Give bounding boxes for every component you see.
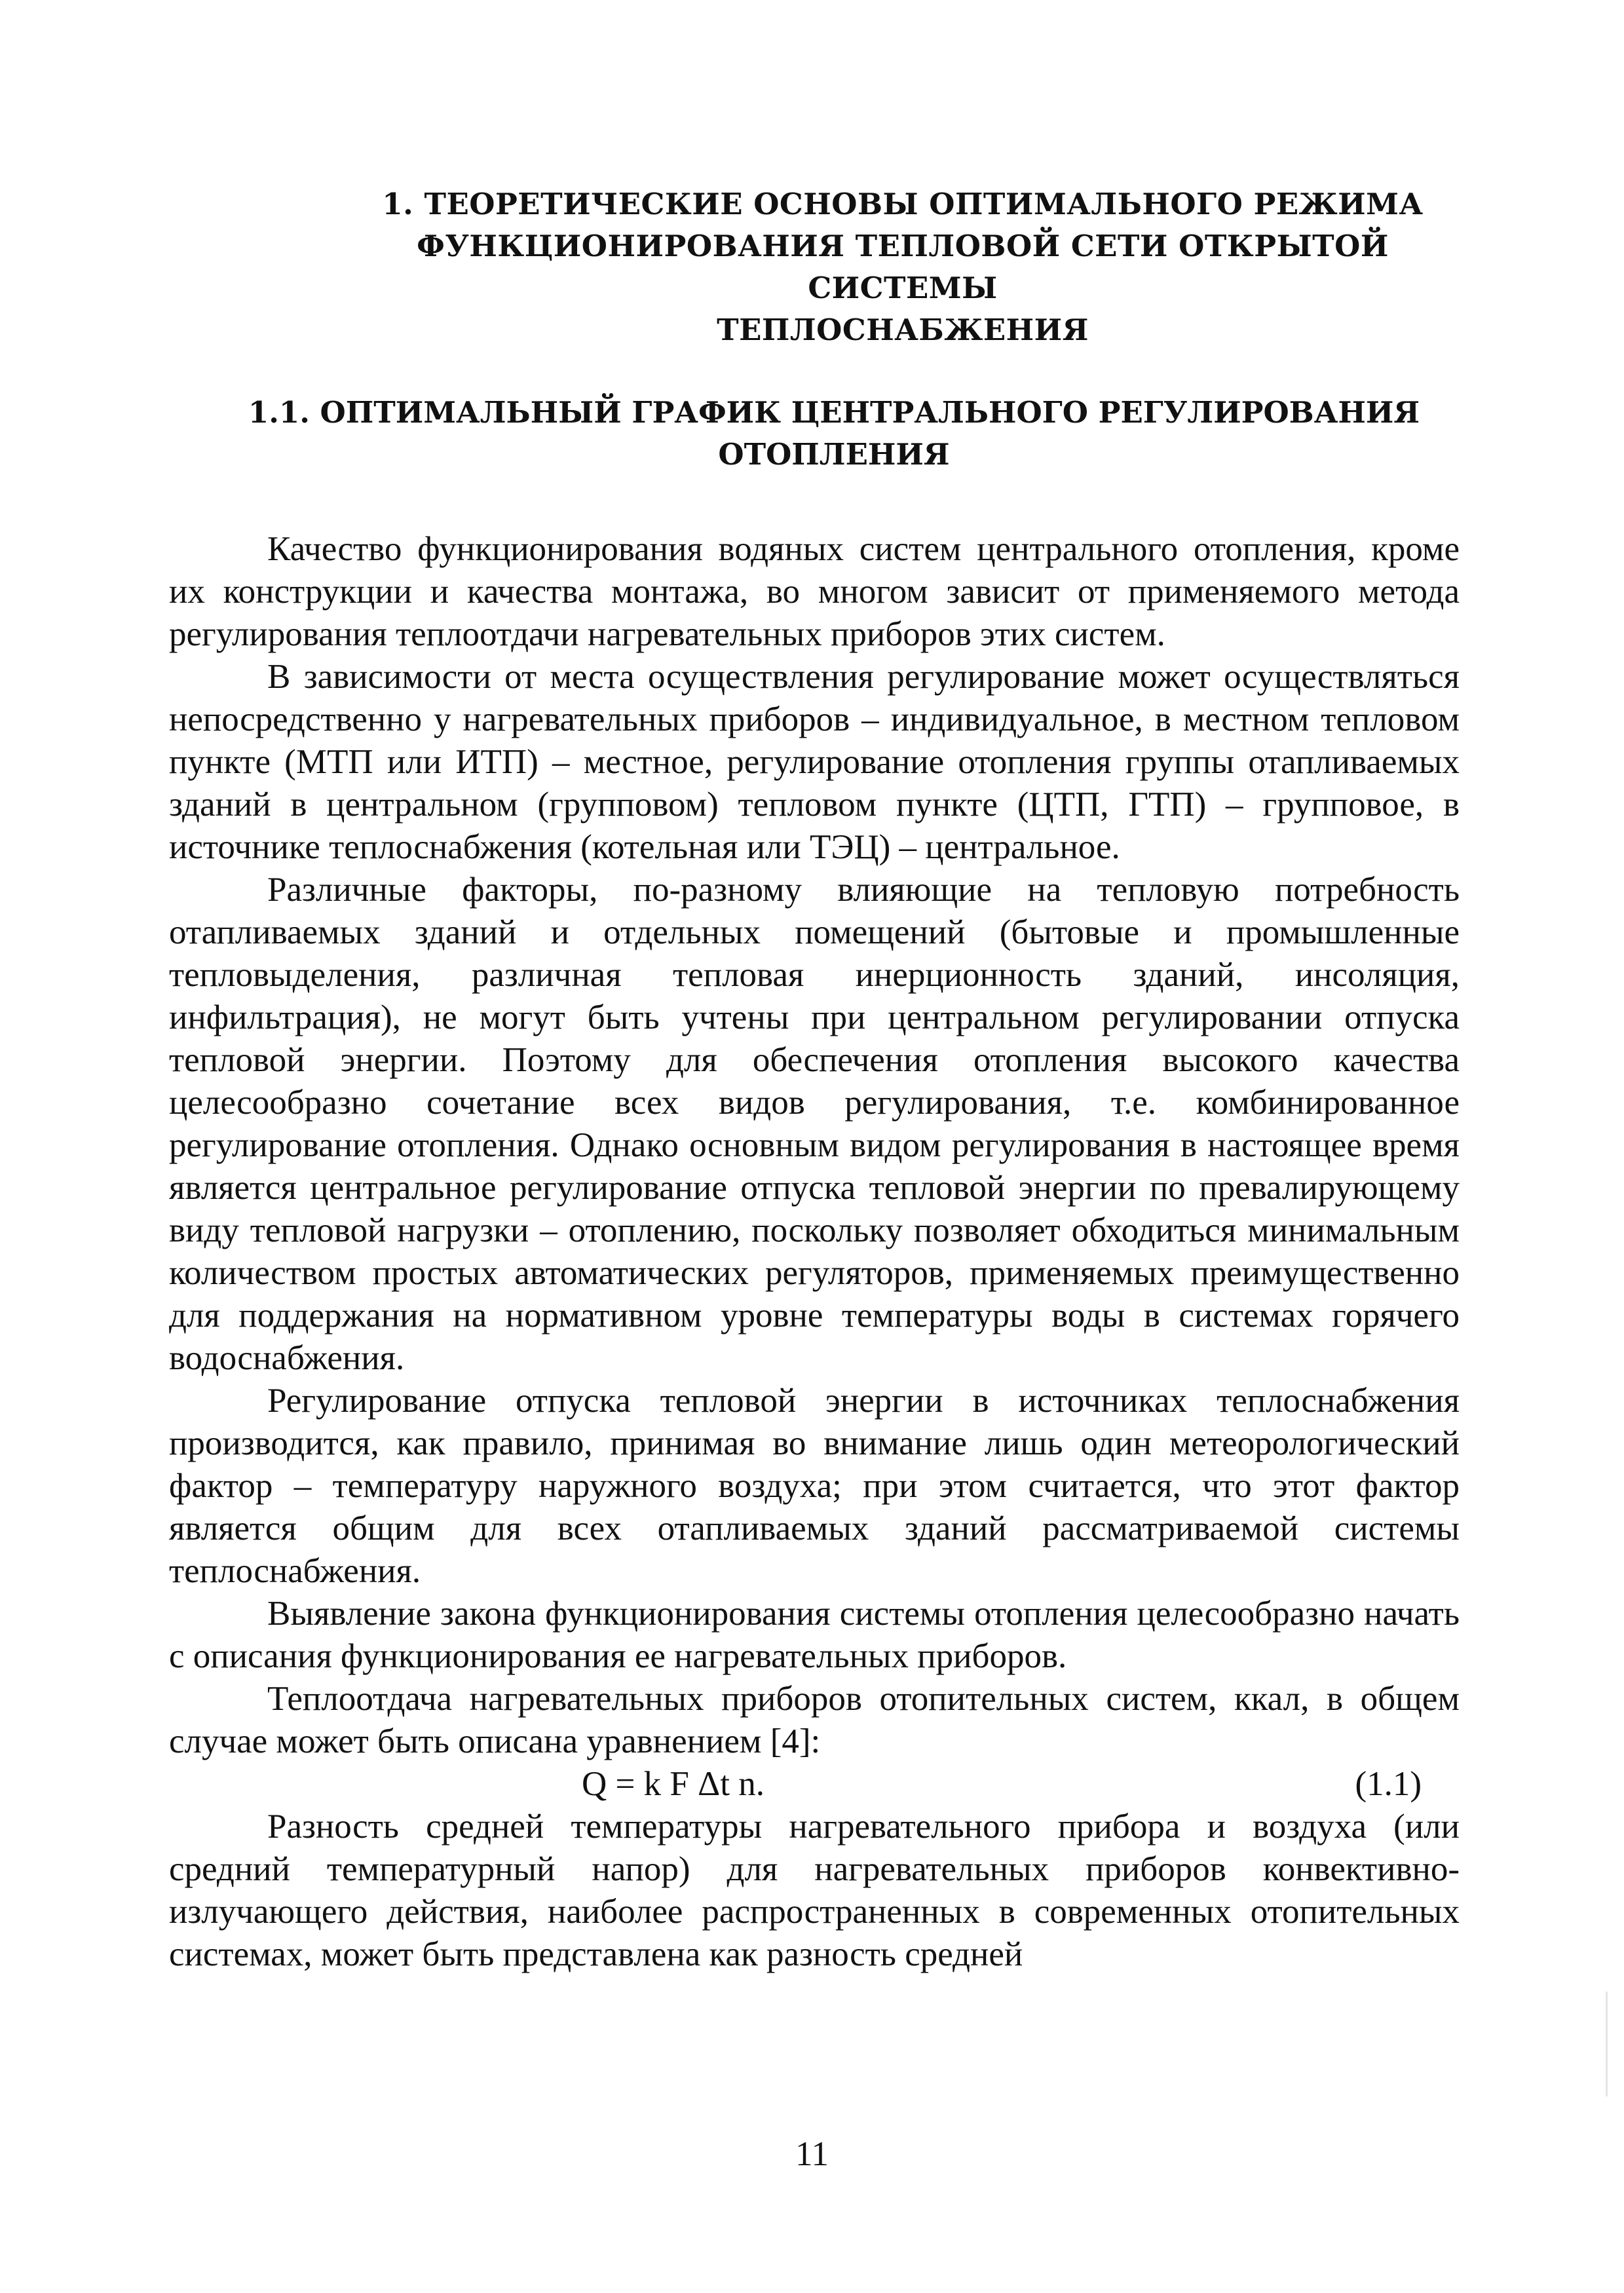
section-title-line: 1.1. ОПТИМАЛЬНЫЙ ГРАФИК ЦЕНТРАЛЬНОГО РЕГУЛИРОВАНИЯ (248, 395, 1420, 430)
scan-artifact-line (1606, 1992, 1608, 2096)
paragraph: Теплоотдача нагревательных приборов отопительных систем, ккал, в общем случае может быть описана уравнением [4]: (169, 1680, 1460, 1760)
equation-row (169, 1763, 1460, 1806)
body-text (169, 528, 1460, 1976)
equation-number: (1.1) (1355, 1765, 1422, 1803)
equation: Q = k F Δt n. (582, 1765, 765, 1803)
paragraph: В зависимости от места осуществления регулирование может осуществляться непосредственно у нагревательных приборов – индивидуальное, в местном тепловом пункте (МТП или ИТП) – местное, регулирование отопления группы отапливаемых зданий в центральном (групповом) тепловом пункте (ЦТП, ГТП) – групповое, в источнике теплоснабжения (котельная или ТЭЦ) – центральное. (169, 658, 1460, 866)
section-title (208, 392, 1460, 476)
paragraph: Разность средней температуры нагревательного прибора и воздуха (или средний температурный напор) для нагревательных приборов конвективно-излучающего действия, наиболее распространенных в современных отопительных системах, может быть представлена как разность средней (169, 1808, 1460, 1973)
section-title-line: ОТОПЛЕНИЯ (718, 437, 950, 472)
page-number: 11 (795, 2135, 829, 2173)
paragraph: Качество функционирования водяных систем центрального отопления, кроме их конструкции и качества монтажа, во многом зависит от применяемого метода регулирования теплоотдачи нагревательных приборов этих систем. (169, 530, 1460, 653)
chapter-title-line: 1. ТЕОРЕТИЧЕСКИЕ ОСНОВЫ ОПТИМАЛЬНОГО РЕЖИМА (382, 187, 1424, 221)
chapter-title-line: ТЕПЛОСНАБЖЕНИЯ (717, 313, 1089, 347)
page-content (169, 183, 1460, 1976)
paragraph: Регулирование отпуска тепловой энергии в источниках теплоснабжения производится, как правило, принимая во внимание лишь один метеорологический фактор – температуру наружного воздуха; при этом считается, что этот фактор является общим для всех отапливаемых зданий рассматриваемой системы теплоснабжения. (169, 1382, 1460, 1590)
paragraph: Выявление закона функционирования системы отопления целесообразно начать с описания функционирования ее нагревательных приборов. (169, 1595, 1460, 1675)
paragraph: Различные факторы, по-разному влияющие на тепловую потребность отапливаемых зданий и отдельных помещений (бытовые и промышленные тепловыделения, различная тепловая инерционность зданий, инсоляция, инфильтрация), не могут быть учтены при центральном регулировании отпуска тепловой энергии. Поэтому для обеспечения отопления высокого качества целесообразно сочетание всех видов регулирования, т.е. комбинированное регулирование отопления. Однако основным видом регулирования в настоящее время является центральное регулирование отпуска тепловой энергии по превалирующему виду тепловой нагрузки – отоплению, поскольку позволяет обходиться минимальным количеством простых автоматических регуляторов, применяемых преимущественно для поддержания на нормативном уровне температуры воды в системах горячего водоснабжения. (169, 871, 1460, 1377)
chapter-title (339, 183, 1466, 351)
chapter-title-line: ФУНКЦИОНИРОВАНИЯ ТЕПЛОВОЙ СЕТИ ОТКРЫТОЙ (417, 229, 1389, 263)
chapter-title-line: СИСТЕМЫ (808, 271, 998, 305)
